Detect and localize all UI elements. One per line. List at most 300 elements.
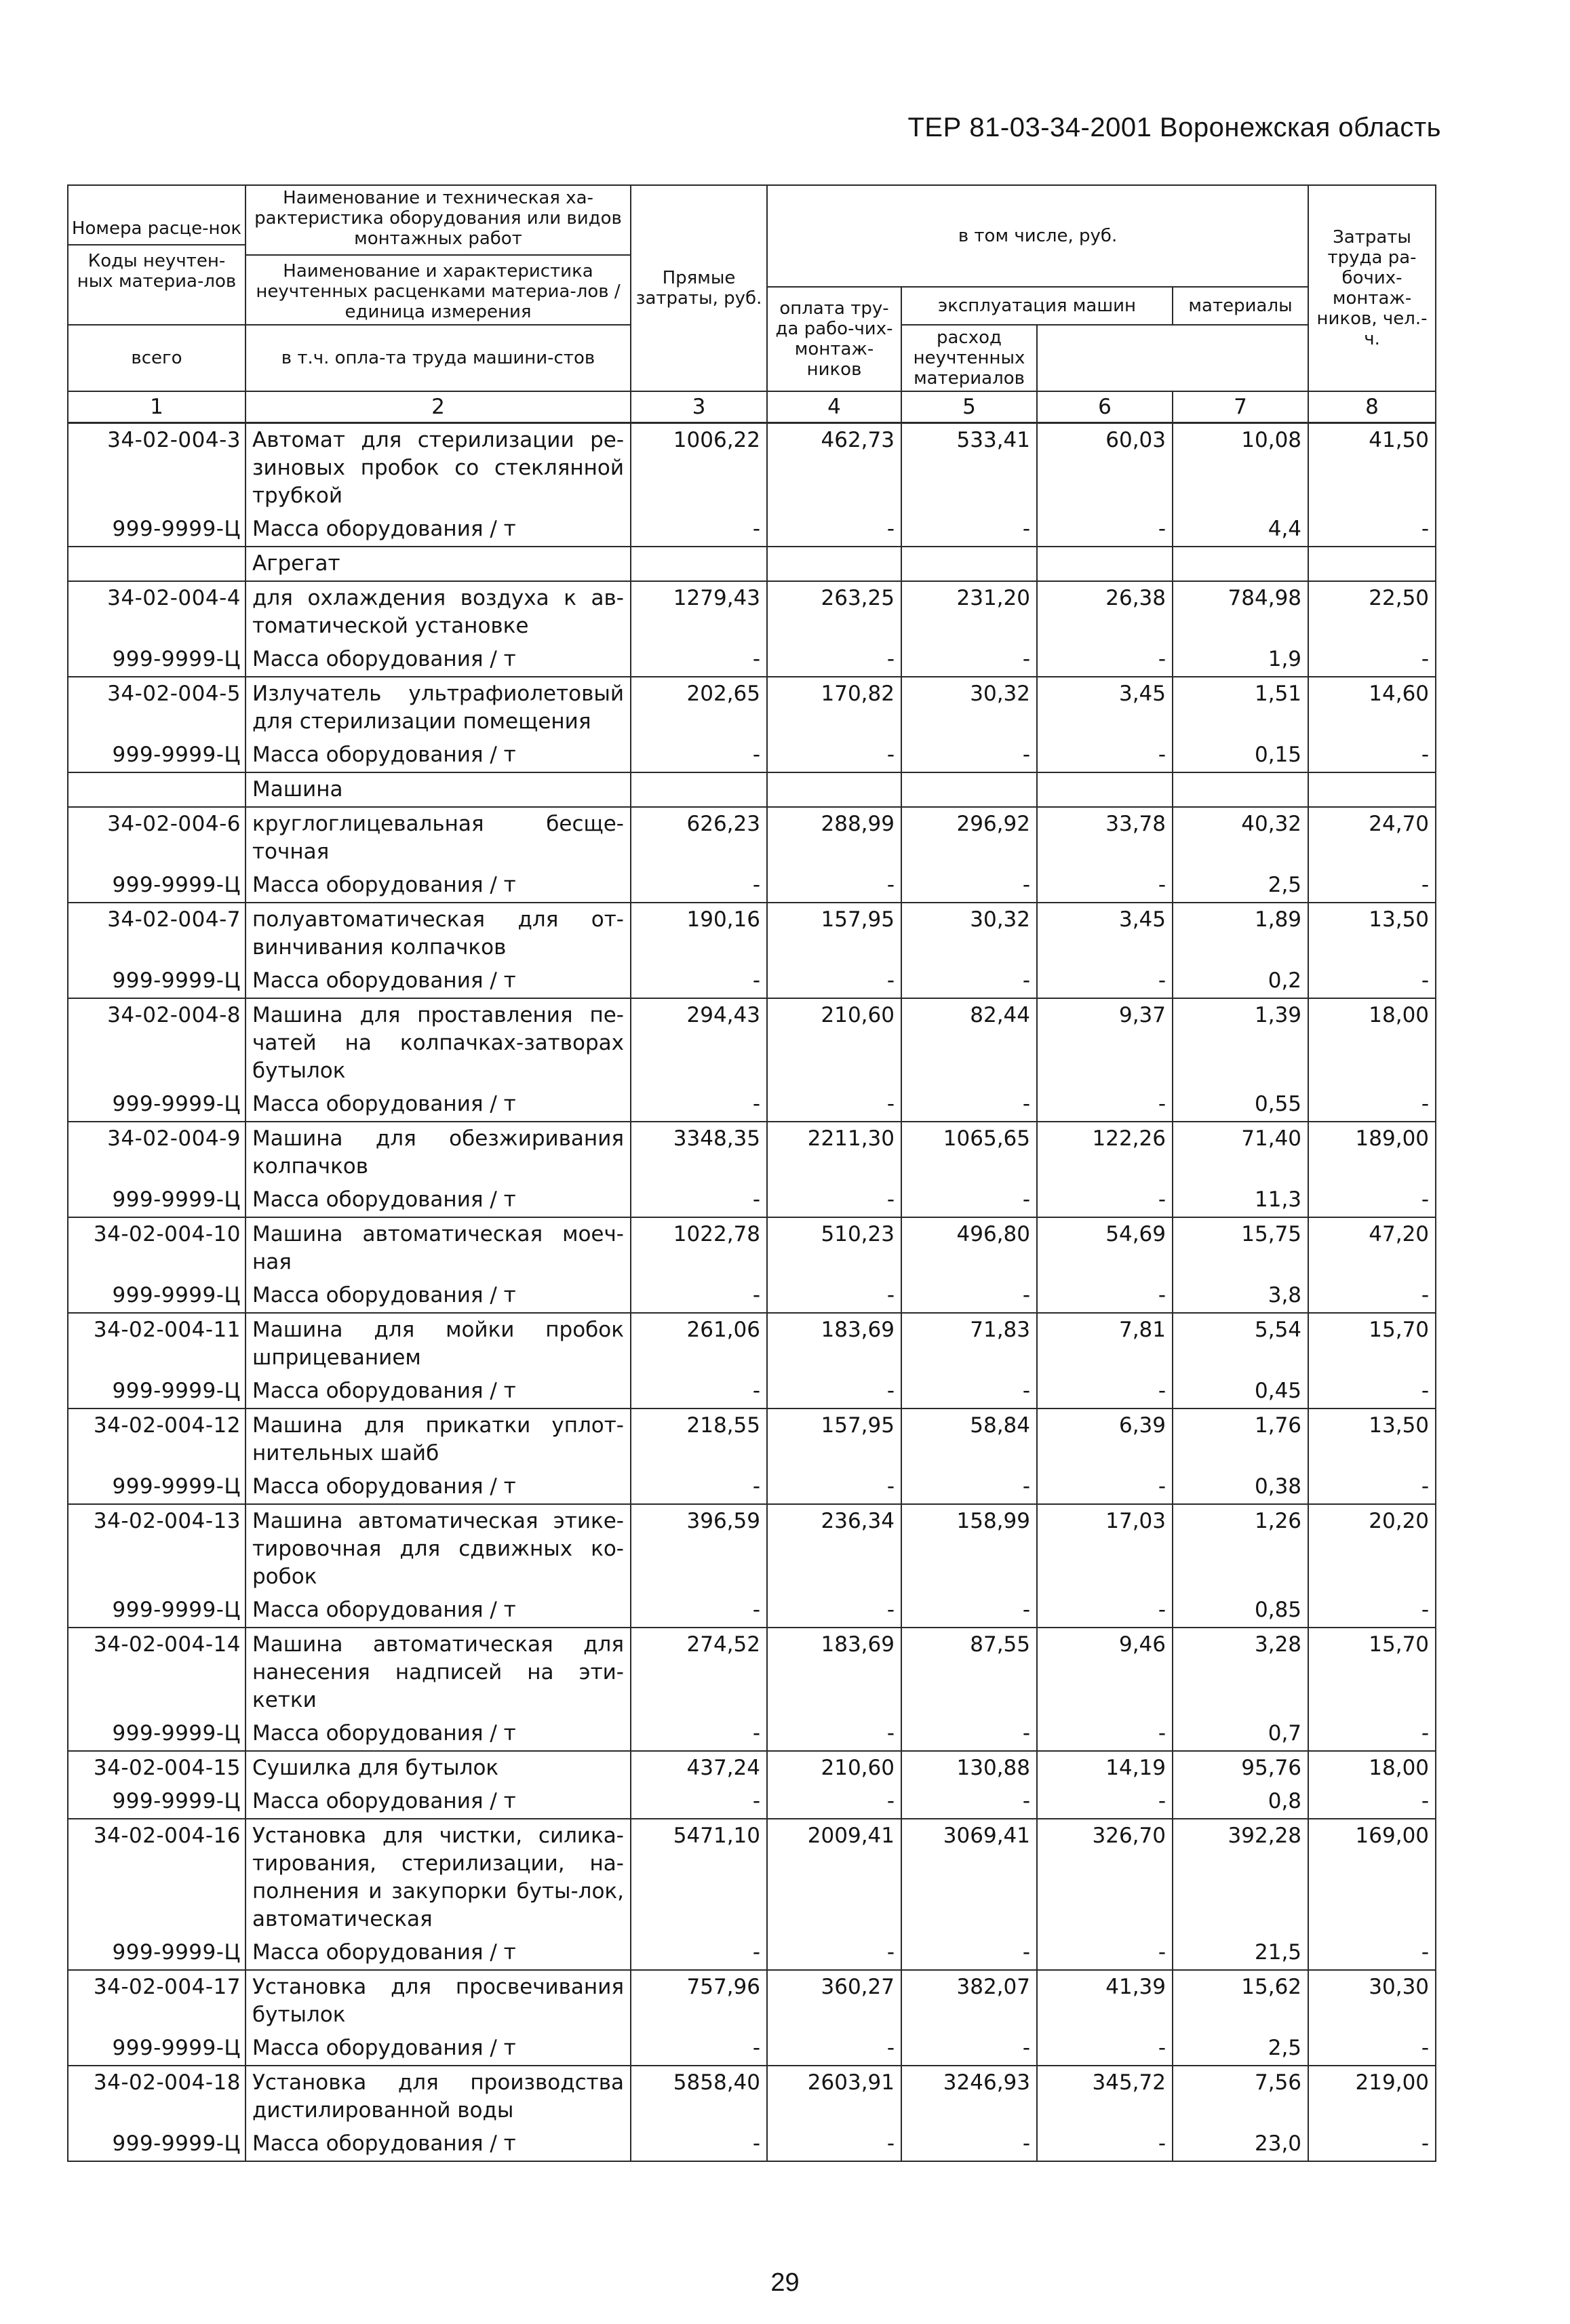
rate-row (68, 1970, 1436, 2032)
section-spacer (68, 547, 246, 581)
rate-name: Установка для чистки, силика-тирования, стерилизации, на-полнения и закупорки буты-лок, автоматическая (246, 1819, 631, 1936)
header-col1 (68, 185, 246, 325)
rate-code: 34-02-004-16 (68, 1819, 246, 1936)
material-code: 999-9999-Ц (68, 1183, 246, 1217)
rate-name: Излучатель ультрафиолетовый для стерилизации помещения (246, 677, 631, 738)
material-row (68, 2032, 1436, 2066)
material-value: - (1037, 1594, 1173, 1628)
material-row (68, 1183, 1436, 1217)
header-col2 (246, 185, 631, 325)
rate-value: 784,98 (1173, 581, 1308, 643)
rate-value: 3,28 (1173, 1628, 1308, 1717)
rate-value: 626,23 (631, 807, 767, 869)
material-value: - (901, 1785, 1037, 1819)
rate-value: 158,99 (901, 1504, 1037, 1594)
material-code: 999-9999-Ц (68, 2127, 246, 2161)
rate-value: 130,88 (901, 1751, 1037, 1785)
page-number: 29 (770, 2268, 800, 2297)
material-value: - (1308, 1785, 1436, 1819)
header-col3: Прямые затраты, руб. (631, 185, 767, 391)
rate-row (68, 1122, 1436, 1183)
rate-value: 2603,91 (767, 2066, 901, 2127)
rate-code: 34-02-004-15 (68, 1751, 246, 1785)
header-divider (246, 254, 630, 256)
rate-value: 15,62 (1173, 1970, 1308, 2032)
material-row (68, 513, 1436, 547)
rate-code: 34-02-004-12 (68, 1409, 246, 1470)
material-code: 999-9999-Ц (68, 643, 246, 677)
material-value: 1,9 (1173, 643, 1308, 677)
material-value: 2,5 (1173, 869, 1308, 903)
material-value: - (631, 2127, 767, 2161)
material-value: - (1037, 1088, 1173, 1122)
rate-value: 437,24 (631, 1751, 767, 1785)
material-value: - (767, 1183, 901, 1217)
col-number: 2 (246, 391, 631, 423)
material-value: - (1308, 513, 1436, 547)
material-value: - (631, 1785, 767, 1819)
rate-value: 1006,22 (631, 423, 767, 513)
rate-value: 5,54 (1173, 1313, 1308, 1375)
material-row (68, 1375, 1436, 1409)
material-value: - (1308, 1936, 1436, 1970)
material-value: - (767, 1594, 901, 1628)
material-value: - (631, 1717, 767, 1751)
rate-value: 30,32 (901, 903, 1037, 964)
material-value: - (901, 643, 1037, 677)
material-value: - (901, 1279, 1037, 1313)
document-header: ТЕР 81-03-34-2001 Воронежская область (907, 113, 1441, 142)
rate-value: 60,03 (1037, 423, 1173, 513)
rate-value: 24,70 (1308, 807, 1436, 869)
material-value: - (1037, 1936, 1173, 1970)
header-materials: материалы (1173, 287, 1308, 325)
rate-value: 157,95 (767, 903, 901, 964)
rate-value: 30,30 (1308, 1970, 1436, 2032)
section-spacer (1308, 772, 1436, 807)
material-value: - (1308, 869, 1436, 903)
material-value: - (631, 1470, 767, 1504)
material-value: - (901, 1183, 1037, 1217)
material-value: - (1308, 1717, 1436, 1751)
rate-value: 274,52 (631, 1628, 767, 1717)
material-value: - (1308, 2127, 1436, 2161)
rate-value: 183,69 (767, 1313, 901, 1375)
material-value: - (631, 513, 767, 547)
material-value: - (1037, 1279, 1173, 1313)
rate-value: 219,00 (1308, 2066, 1436, 2127)
header-col5: всего (68, 325, 246, 391)
material-value: - (901, 1717, 1037, 1751)
section-spacer (901, 547, 1037, 581)
material-value: - (1308, 1088, 1436, 1122)
material-name: Масса оборудования / т (246, 1594, 631, 1628)
material-code: 999-9999-Ц (68, 964, 246, 998)
material-value: 11,3 (1173, 1183, 1308, 1217)
rate-value: 1,39 (1173, 998, 1308, 1088)
rate-value: 3348,35 (631, 1122, 767, 1183)
material-value: - (901, 738, 1037, 772)
rate-row (68, 677, 1436, 738)
material-code: 999-9999-Ц (68, 1594, 246, 1628)
section-spacer (767, 547, 901, 581)
rate-value: 14,19 (1037, 1751, 1173, 1785)
material-value: - (767, 1279, 901, 1313)
section-spacer (68, 772, 246, 807)
rate-value: 47,20 (1308, 1217, 1436, 1279)
material-row (68, 1088, 1436, 1122)
material-value: - (1037, 2032, 1173, 2066)
rate-value: 15,75 (1173, 1217, 1308, 1279)
rate-code: 34-02-004-5 (68, 677, 246, 738)
material-name: Масса оборудования / т (246, 1717, 631, 1751)
material-value: - (901, 1470, 1037, 1504)
rate-name: Машина для проставления пе-чатей на колпачках-затворах бутылок (246, 998, 631, 1088)
rate-value: 1,89 (1173, 903, 1308, 964)
material-name: Масса оборудования / т (246, 1279, 631, 1313)
material-name: Масса оборудования / т (246, 1183, 631, 1217)
rate-row (68, 2066, 1436, 2127)
material-name: Масса оборудования / т (246, 1375, 631, 1409)
rate-value: 13,50 (1308, 903, 1436, 964)
rate-name: Установка для просвечивания бутылок (246, 1970, 631, 2032)
header-machines: эксплуатация машин (901, 287, 1173, 325)
rate-value: 261,06 (631, 1313, 767, 1375)
rate-value: 157,95 (767, 1409, 901, 1470)
material-value: - (1308, 964, 1436, 998)
rate-value: 9,46 (1037, 1628, 1173, 1717)
rate-name: Машина для обезжиривания колпачков (246, 1122, 631, 1183)
rate-code: 34-02-004-11 (68, 1313, 246, 1375)
material-value: - (631, 1594, 767, 1628)
rate-code: 34-02-004-10 (68, 1217, 246, 1279)
material-code: 999-9999-Ц (68, 2032, 246, 2066)
material-value: - (767, 643, 901, 677)
material-code: 999-9999-Ц (68, 738, 246, 772)
material-value: - (901, 1594, 1037, 1628)
rate-value: 18,00 (1308, 998, 1436, 1088)
rate-value: 1279,43 (631, 581, 767, 643)
rate-value: 231,20 (901, 581, 1037, 643)
rate-value: 2211,30 (767, 1122, 901, 1183)
rate-name: для охлаждения воздуха к ав-томатической установке (246, 581, 631, 643)
material-value: - (1037, 1375, 1173, 1409)
rate-value: 58,84 (901, 1409, 1037, 1470)
material-value: - (1308, 1375, 1436, 1409)
material-value: - (1037, 869, 1173, 903)
header-col4: оплата тру-да рабо-чих-монтаж-ников (767, 287, 901, 391)
rate-value: 15,70 (1308, 1313, 1436, 1375)
rate-name: Машина автоматическая для нанесения надписей на эти-кетки (246, 1628, 631, 1717)
material-value: 3,8 (1173, 1279, 1308, 1313)
section-spacer (1308, 547, 1436, 581)
rate-value: 9,37 (1037, 998, 1173, 1088)
material-value: - (1037, 1470, 1173, 1504)
material-value: 0,45 (1173, 1375, 1308, 1409)
rate-value: 170,82 (767, 677, 901, 738)
rate-row (68, 903, 1436, 964)
rate-value: 95,76 (1173, 1751, 1308, 1785)
material-name: Масса оборудования / т (246, 513, 631, 547)
rate-value: 15,70 (1308, 1628, 1436, 1717)
material-value: - (1308, 738, 1436, 772)
rate-row (68, 1217, 1436, 1279)
rate-name: Установка для производства дистилированной воды (246, 2066, 631, 2127)
section-spacer (1173, 547, 1308, 581)
material-value: 2,5 (1173, 2032, 1308, 2066)
header-col7: расход неучтенных материалов (901, 325, 1037, 391)
rate-name: Машина автоматическая моеч-ная (246, 1217, 631, 1279)
material-value: - (1308, 643, 1436, 677)
material-value: 0,2 (1173, 964, 1308, 998)
material-row (68, 869, 1436, 903)
rate-value: 190,16 (631, 903, 767, 964)
section-spacer (631, 772, 767, 807)
rate-value: 7,56 (1173, 2066, 1308, 2127)
material-row (68, 1594, 1436, 1628)
col-number: 4 (767, 391, 901, 423)
material-name: Масса оборудования / т (246, 2032, 631, 2066)
rate-value: 396,59 (631, 1504, 767, 1594)
material-name: Масса оборудования / т (246, 738, 631, 772)
rate-value: 40,32 (1173, 807, 1308, 869)
material-value: - (631, 1936, 767, 1970)
rate-row (68, 807, 1436, 869)
rate-value: 3069,41 (901, 1819, 1037, 1936)
header-col6: в т.ч. опла-та труда машини-стов (246, 325, 631, 391)
section-spacer (767, 772, 901, 807)
rate-value: 18,00 (1308, 1751, 1436, 1785)
material-value: - (631, 964, 767, 998)
rate-row (68, 1313, 1436, 1375)
rate-value: 30,32 (901, 677, 1037, 738)
rate-value: 3246,93 (901, 2066, 1037, 2127)
material-value: - (767, 2032, 901, 2066)
material-value: 0,15 (1173, 738, 1308, 772)
material-value: - (901, 1088, 1037, 1122)
rate-value: 3,45 (1037, 677, 1173, 738)
material-value: - (767, 738, 901, 772)
rate-row (68, 1751, 1436, 1785)
material-row (68, 643, 1436, 677)
material-value: 0,8 (1173, 1785, 1308, 1819)
rate-row (68, 423, 1436, 513)
rate-value: 533,41 (901, 423, 1037, 513)
header-divider (68, 244, 245, 245)
rate-value: 122,26 (1037, 1122, 1173, 1183)
material-value: - (631, 869, 767, 903)
rate-value: 6,39 (1037, 1409, 1173, 1470)
material-name: Масса оборудования / т (246, 1785, 631, 1819)
section-spacer (631, 547, 767, 581)
rate-value: 296,92 (901, 807, 1037, 869)
material-value: - (1037, 513, 1173, 547)
material-row (68, 1717, 1436, 1751)
material-value: - (767, 869, 901, 903)
rate-row (68, 1409, 1436, 1470)
rate-value: 189,00 (1308, 1122, 1436, 1183)
rate-code: 34-02-004-17 (68, 1970, 246, 2032)
section-title: Машина (246, 772, 631, 807)
rate-value: 757,96 (631, 1970, 767, 2032)
rate-value: 54,69 (1037, 1217, 1173, 1279)
rate-name: полуавтоматическая для от-винчивания колпачков (246, 903, 631, 964)
rate-row (68, 1504, 1436, 1594)
material-value: - (901, 869, 1037, 903)
material-value: - (901, 513, 1037, 547)
rate-value: 392,28 (1173, 1819, 1308, 1936)
rate-value: 210,60 (767, 1751, 901, 1785)
material-value: 0,38 (1173, 1470, 1308, 1504)
section-spacer (1037, 772, 1173, 807)
material-value: - (1308, 1279, 1436, 1313)
material-value: 21,5 (1173, 1936, 1308, 1970)
header-col1-top: Номера расце-нок (71, 218, 242, 239)
material-code: 999-9999-Ц (68, 1279, 246, 1313)
material-row (68, 1279, 1436, 1313)
material-value: - (1308, 1470, 1436, 1504)
rate-value: 263,25 (767, 581, 901, 643)
rate-value: 71,40 (1173, 1122, 1308, 1183)
rate-value: 14,60 (1308, 677, 1436, 738)
material-value: 4,4 (1173, 513, 1308, 547)
material-value: - (1037, 1785, 1173, 1819)
material-name: Масса оборудования / т (246, 869, 631, 903)
material-value: - (901, 2127, 1037, 2161)
col-number: 7 (1173, 391, 1308, 423)
material-value: 0,7 (1173, 1717, 1308, 1751)
rate-name: Машина для мойки пробок шприцеванием (246, 1313, 631, 1375)
rate-value: 360,27 (767, 1970, 901, 2032)
rate-value: 496,80 (901, 1217, 1037, 1279)
rate-value: 288,99 (767, 807, 901, 869)
material-value: - (631, 2032, 767, 2066)
material-name: Масса оборудования / т (246, 1470, 631, 1504)
rate-value: 3,45 (1037, 903, 1173, 964)
rate-code: 34-02-004-8 (68, 998, 246, 1088)
header-col2-bottom: Наименование и характеристика неучтенных расценками материа-лов / единица измерения (256, 261, 621, 322)
rate-value: 236,34 (767, 1504, 901, 1594)
material-value: - (1037, 1183, 1173, 1217)
material-value: - (1037, 643, 1173, 677)
rate-value: 345,72 (1037, 2066, 1173, 2127)
material-value: - (631, 738, 767, 772)
section-spacer (901, 772, 1037, 807)
table-header (68, 185, 1436, 423)
rate-value: 13,50 (1308, 1409, 1436, 1470)
rate-value: 2009,41 (767, 1819, 901, 1936)
material-value: - (767, 1785, 901, 1819)
material-value: - (767, 1717, 901, 1751)
material-value: - (1308, 1183, 1436, 1217)
rate-value: 26,38 (1037, 581, 1173, 643)
rate-value: 7,81 (1037, 1313, 1173, 1375)
material-value: - (631, 643, 767, 677)
rate-name: Машина для прикатки уплот-нительных шайб (246, 1409, 631, 1470)
section-row (68, 547, 1436, 581)
rate-row (68, 998, 1436, 1088)
rate-code: 34-02-004-6 (68, 807, 246, 869)
material-value: - (1037, 964, 1173, 998)
material-code: 999-9999-Ц (68, 1088, 246, 1122)
rate-value: 1065,65 (901, 1122, 1037, 1183)
material-value: - (767, 1088, 901, 1122)
material-value: - (1037, 2127, 1173, 2161)
material-code: 999-9999-Ц (68, 1470, 246, 1504)
material-value: - (631, 1375, 767, 1409)
material-value: - (901, 964, 1037, 998)
rate-value: 82,44 (901, 998, 1037, 1088)
rate-value: 1,51 (1173, 677, 1308, 738)
rate-value: 41,39 (1037, 1970, 1173, 2032)
material-row (68, 1936, 1436, 1970)
rate-value: 17,03 (1037, 1504, 1173, 1594)
material-name: Масса оборудования / т (246, 643, 631, 677)
material-name: Масса оборудования / т (246, 2127, 631, 2161)
material-code: 999-9999-Ц (68, 1785, 246, 1819)
rate-name: круглоглицевальная бесще-точная (246, 807, 631, 869)
material-value: 0,55 (1173, 1088, 1308, 1122)
rate-code: 34-02-004-18 (68, 2066, 246, 2127)
material-code: 999-9999-Ц (68, 1936, 246, 1970)
rate-value: 382,07 (901, 1970, 1037, 2032)
rate-code: 34-02-004-14 (68, 1628, 246, 1717)
material-name: Масса оборудования / т (246, 964, 631, 998)
rate-row (68, 581, 1436, 643)
col-number: 8 (1308, 391, 1436, 423)
material-value: 23,0 (1173, 2127, 1308, 2161)
material-name: Масса оборудования / т (246, 1936, 631, 1970)
material-value: - (631, 1279, 767, 1313)
rate-row (68, 1628, 1436, 1717)
col-number: 1 (68, 391, 246, 423)
material-value: - (1037, 1717, 1173, 1751)
header-col1-bottom: Коды неучтен-ных материа-лов (77, 251, 237, 292)
rate-value: 462,73 (767, 423, 901, 513)
rate-value: 5858,40 (631, 2066, 767, 2127)
col-number: 5 (901, 391, 1037, 423)
section-title: Агрегат (246, 547, 631, 581)
material-value: - (767, 964, 901, 998)
rate-value: 33,78 (1037, 807, 1173, 869)
rate-code: 34-02-004-13 (68, 1504, 246, 1594)
rate-value: 1,76 (1173, 1409, 1308, 1470)
material-code: 999-9999-Ц (68, 1375, 246, 1409)
material-row (68, 964, 1436, 998)
material-value: - (767, 1375, 901, 1409)
material-value: - (631, 1183, 767, 1217)
rates-table (67, 184, 1436, 2162)
material-row (68, 1470, 1436, 1504)
material-code: 999-9999-Ц (68, 513, 246, 547)
rate-value: 169,00 (1308, 1819, 1436, 1936)
rate-name: Сушилка для бутылок (246, 1751, 631, 1785)
section-spacer (1037, 547, 1173, 581)
material-row (68, 738, 1436, 772)
col-number: 6 (1037, 391, 1173, 423)
rate-value: 1,26 (1173, 1504, 1308, 1594)
material-name: Масса оборудования / т (246, 1088, 631, 1122)
rate-code: 34-02-004-4 (68, 581, 246, 643)
rate-value: 210,60 (767, 998, 901, 1088)
material-value: - (1037, 738, 1173, 772)
rate-name: Машина автоматическая этике-тировочная для сдвижных ко-робок (246, 1504, 631, 1594)
material-value: - (631, 1088, 767, 1122)
rate-row (68, 1819, 1436, 1936)
material-value: - (901, 2032, 1037, 2066)
rate-value: 5471,10 (631, 1819, 767, 1936)
material-row (68, 2127, 1436, 2161)
